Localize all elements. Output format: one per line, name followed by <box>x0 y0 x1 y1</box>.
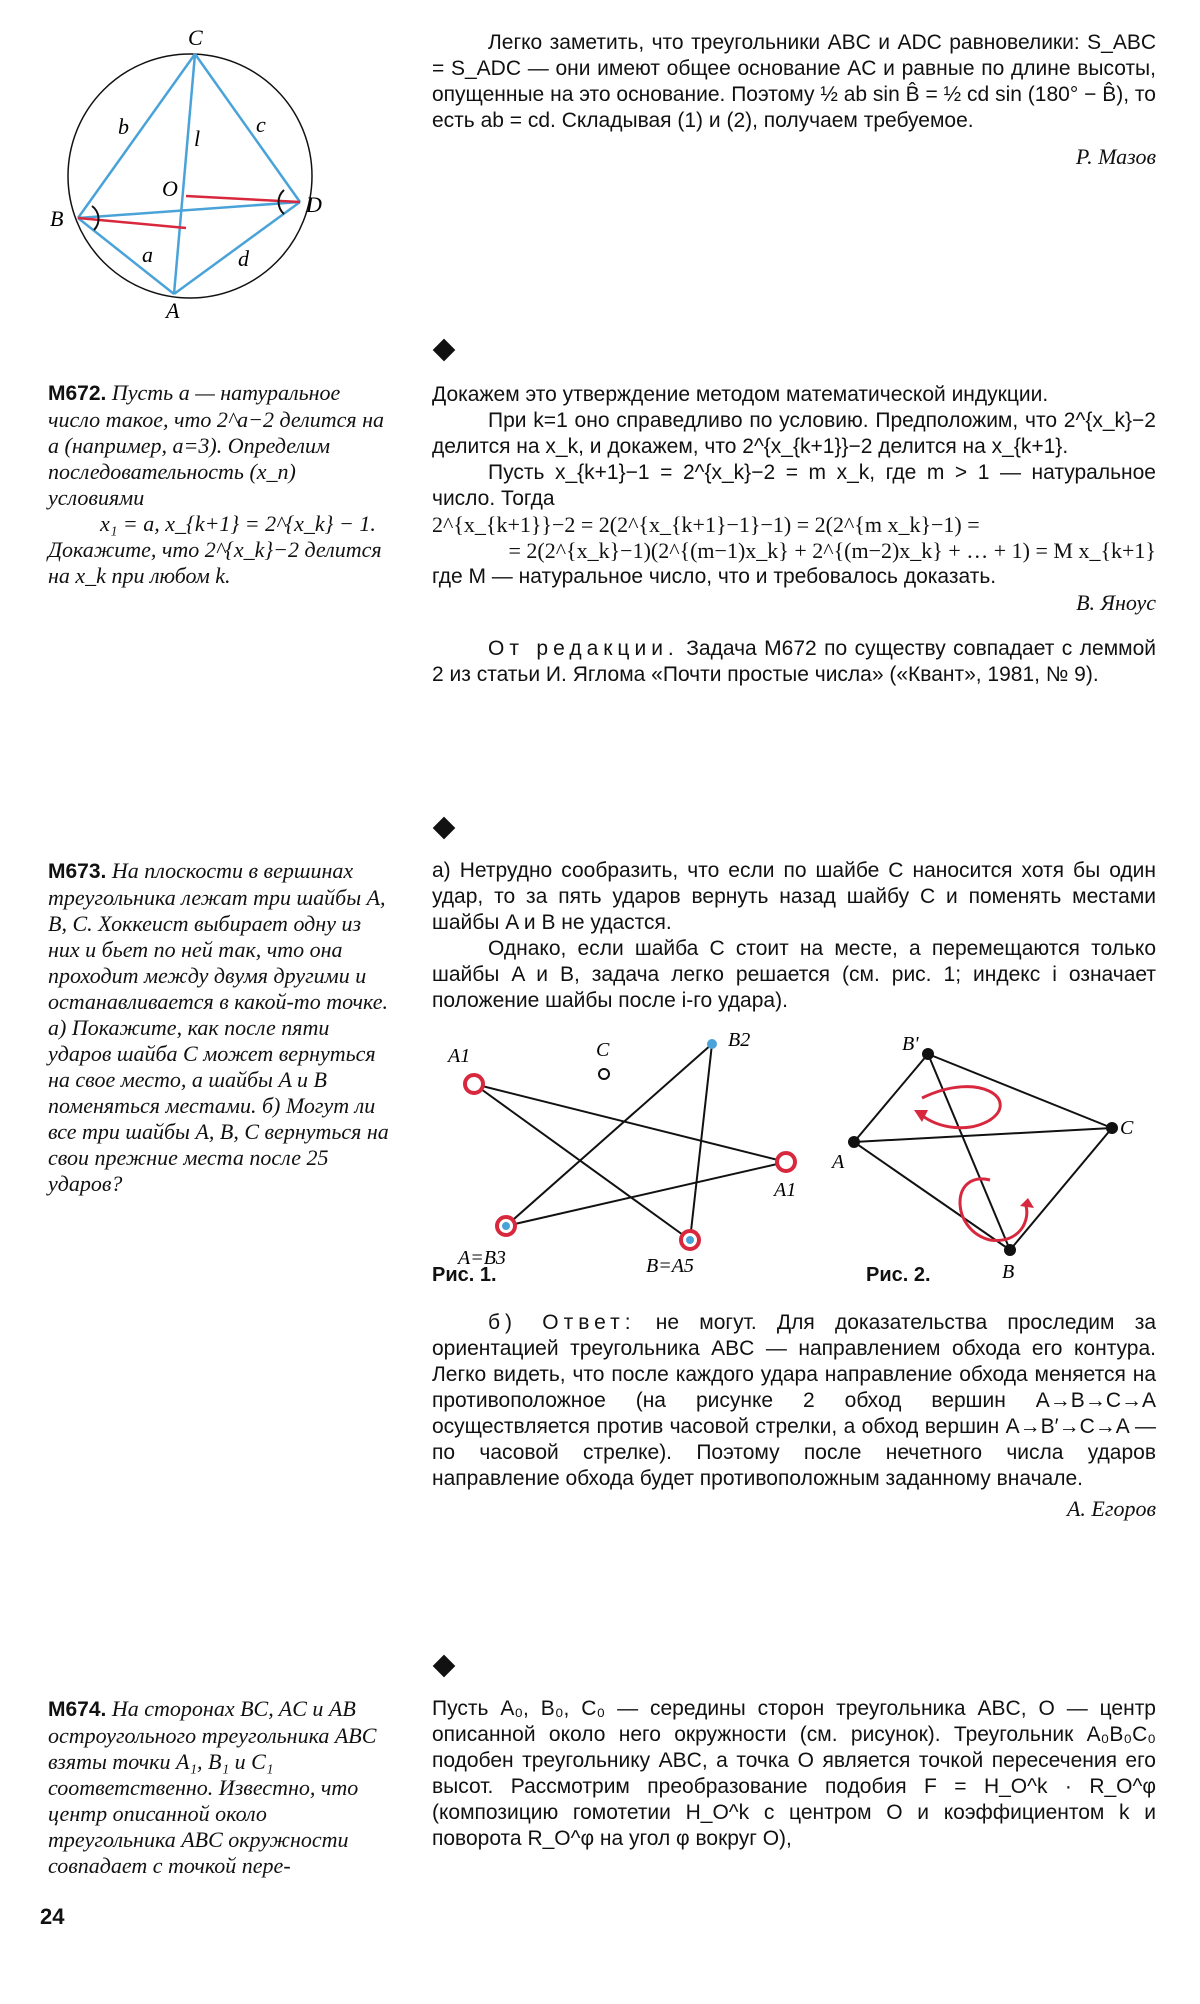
m674-id: М674. <box>48 1698 107 1721</box>
label-l: l <box>194 126 201 151</box>
arrow-counterclockwise-icon <box>920 1087 1000 1128</box>
figure-2-orientation <box>830 1030 1160 1280</box>
m672-problem-end: Докажите, что 2^{x_k}−2 делится на x_k при любом k. <box>48 537 382 588</box>
radius-ob <box>78 218 186 228</box>
m673-solution-b <box>432 1310 1156 1522</box>
page-number: 24 <box>40 1904 65 1929</box>
label-O: O <box>162 176 178 201</box>
m673-sol-b <box>432 1310 1156 1492</box>
m672-editor-text: Задача М672 по существу совпадает с леммой 2 из статьи И. Яглома «Почти простые числа» («Квант», 1981, № 9). <box>432 637 1156 686</box>
m674-solution <box>432 1696 1156 1852</box>
m674-problem-text: На сторонах BC, AC и AB остроугольного треугольника ABC взяты точки A₁, B₁ и C₁ соответственно. Известно, что центр описанной около треугольника ABC окружности совпадает с точкой пере- <box>48 1696 377 1878</box>
puck-b2 <box>707 1039 717 1049</box>
fig2-caption: Рис. 2. <box>866 1264 931 1286</box>
diagonal-ca <box>174 54 195 294</box>
fig2-label-b-prime: B' <box>902 1033 919 1055</box>
m673-id: М673. <box>48 860 107 883</box>
fig1-label-b2: B2 <box>728 1029 751 1051</box>
m672-sol-p1: Докажем это утверждение методом математической индукции. <box>432 383 1049 406</box>
m674-solution-text: Пусть A₀, B₀, C₀ — середины сторон треугольника ABC, O — центр описанной около него окружности (см. рисунок). Треугольник A₀B₀C₀ подобен треугольнику ABC, а точка O является точкой пересечения его высот. Рассмотрим преобразование подобия F = H_O^k · R_O^φ (композицию гомотетии H_O^k с центром O и коэффициентом k и поворота R_O^φ на угол φ вокруг O), <box>432 1697 1156 1850</box>
diagonal-bd <box>78 202 300 218</box>
figure-inscribed-quadrilateral <box>40 30 330 320</box>
m673-author: А. Егоров <box>1066 1496 1156 1521</box>
side-da <box>174 202 300 294</box>
puck-a1-end <box>777 1153 795 1171</box>
section-marker-m672 <box>433 339 456 362</box>
m673-sol-a1: а) Нетрудно сообразить, что если по шайбе C наносится хотя бы один удар, то за пять ударов вернуть назад шайбу C и поменять местами шайбы A и B не удастся. <box>432 859 1156 934</box>
fig2-label-a: A <box>832 1151 845 1173</box>
radius-od <box>186 196 300 202</box>
m672-formula-line2: = 2(2^{x_k}−1)(2^{(m−1)x_k} + 2^{(m−2)x_k} + … + 1) = M x_{k+1} <box>508 538 1156 563</box>
section-marker-m674 <box>433 1655 456 1678</box>
fig1-label-c: C <box>596 1039 610 1061</box>
label-b: b <box>118 114 129 139</box>
m672-editor-note <box>432 636 1156 688</box>
m672-solution <box>432 382 1156 688</box>
fig2-label-c: C <box>1120 1117 1134 1139</box>
fig1-caption: Рис. 1. <box>432 1264 497 1286</box>
fig1-label-a1-start: A1 <box>448 1045 471 1067</box>
side-ab <box>78 218 174 294</box>
m673-problem-text: На плоскости в вершинах треугольника лежат три шайбы A, B, C. Хоккеист выбирает одну из них и бьет по ней так, что она проходит между двумя другими и останавливается в какой-то точке. а) Покажите, как после пяти ударов шайба C может вернуться на свое место, а шайбы A и B поменяться местами. б) Могут ли все три шайбы A, B, C вернуться на свои прежние места после 25 ударов? <box>48 858 389 1196</box>
fig1-label-a-b3: A=B3 <box>458 1247 506 1269</box>
m672-editor-label: От редакции. <box>488 637 679 660</box>
puck-c <box>599 1069 609 1079</box>
top-solution <box>432 30 1156 170</box>
circumcircle <box>68 54 312 298</box>
label-D: D <box>306 192 322 217</box>
label-c: c <box>256 112 266 137</box>
m672-problem-formula: x₁ = a, x_{k+1} = 2^{x_k} − 1. <box>100 511 376 536</box>
m672-problem-text: Пусть a — натуральное число такое, что 2^a−2 делится на a (например, a=3). Определим последовательность (x_n) условиями <box>48 380 385 510</box>
m672-sol-p2: При k=1 оно справедливо по условию. Предположим, что 2^{x_k}−2 делится на x_k, и докажем, что 2^{x_{k+1}}−2 делится на x_{k+1}. <box>432 409 1156 458</box>
fig1-label-a1-end: A1 <box>774 1179 797 1201</box>
m673-problem <box>48 858 393 1197</box>
top-solution-author: Р. Мазов <box>1075 144 1156 169</box>
fig2-label-b: B <box>1002 1261 1015 1280</box>
m673-sol-b-label: б) Ответ: <box>488 1311 636 1334</box>
top-solution-text: Легко заметить, что треугольники ABC и ADC равновелики: S_ABC = S_ADC — они имеют общее основание AC и равные по длине высоты, опущенные на это основание. Поэтому ½ ab sin B̂ = ½ cd sin (180° − B̂), то есть ab = cd. Складывая (1) и (2), получаем требуемое. <box>432 31 1156 132</box>
label-d: d <box>238 246 249 271</box>
label-B: B <box>50 206 64 231</box>
m672-author: В. Яноус <box>1076 590 1156 615</box>
m672-sol-p3: Пусть x_{k+1}−1 = 2^{x_k}−2 = m x_k, где m > 1 — натуральное число. Тогда <box>432 461 1156 510</box>
section-marker-m673 <box>433 817 456 840</box>
m672-problem <box>48 380 393 589</box>
m673-sol-b-text: не могут. Для доказательства проследим за ориентацией треугольника ABC — направлением обхода его контура. Легко видеть, что после каждого удара направление обхода меняется на противоположное (на рисунке 2 обход вершин A→B→C→A осуществляется против часовой стрелки, а обход вершин A→B′→C→A — по часовой стрелке). Поэтому после нечетного числа ударов направление обхода будет противоположным заданному вначале. <box>432 1311 1157 1490</box>
m674-problem <box>48 1696 393 1879</box>
fig1-label-b-a5: B=A5 <box>646 1255 694 1277</box>
m672-id: М672. <box>48 382 107 405</box>
label-A: A <box>166 298 180 320</box>
label-C: C <box>188 30 203 50</box>
figure-1-pucks <box>440 1020 820 1290</box>
label-a: a <box>142 242 153 267</box>
m672-sol-p4: где M — натуральное число, что и требовалось доказать. <box>432 565 997 588</box>
m672-formula-line1: 2^{x_{k+1}}−2 = 2(2^{x_{k+1}−1}−1) = 2(2^{m x_k}−1) = <box>432 512 980 537</box>
side-cd <box>195 54 300 202</box>
m673-solution-a <box>432 858 1156 1014</box>
puck-a1-start <box>465 1075 483 1093</box>
m673-sol-a2: Однако, если шайба C стоит на месте, а перемещаются только шайбы A и B, задача легко решается (см. рис. 1; индекс i означает положение шайбы после i-го удара). <box>432 937 1156 1012</box>
